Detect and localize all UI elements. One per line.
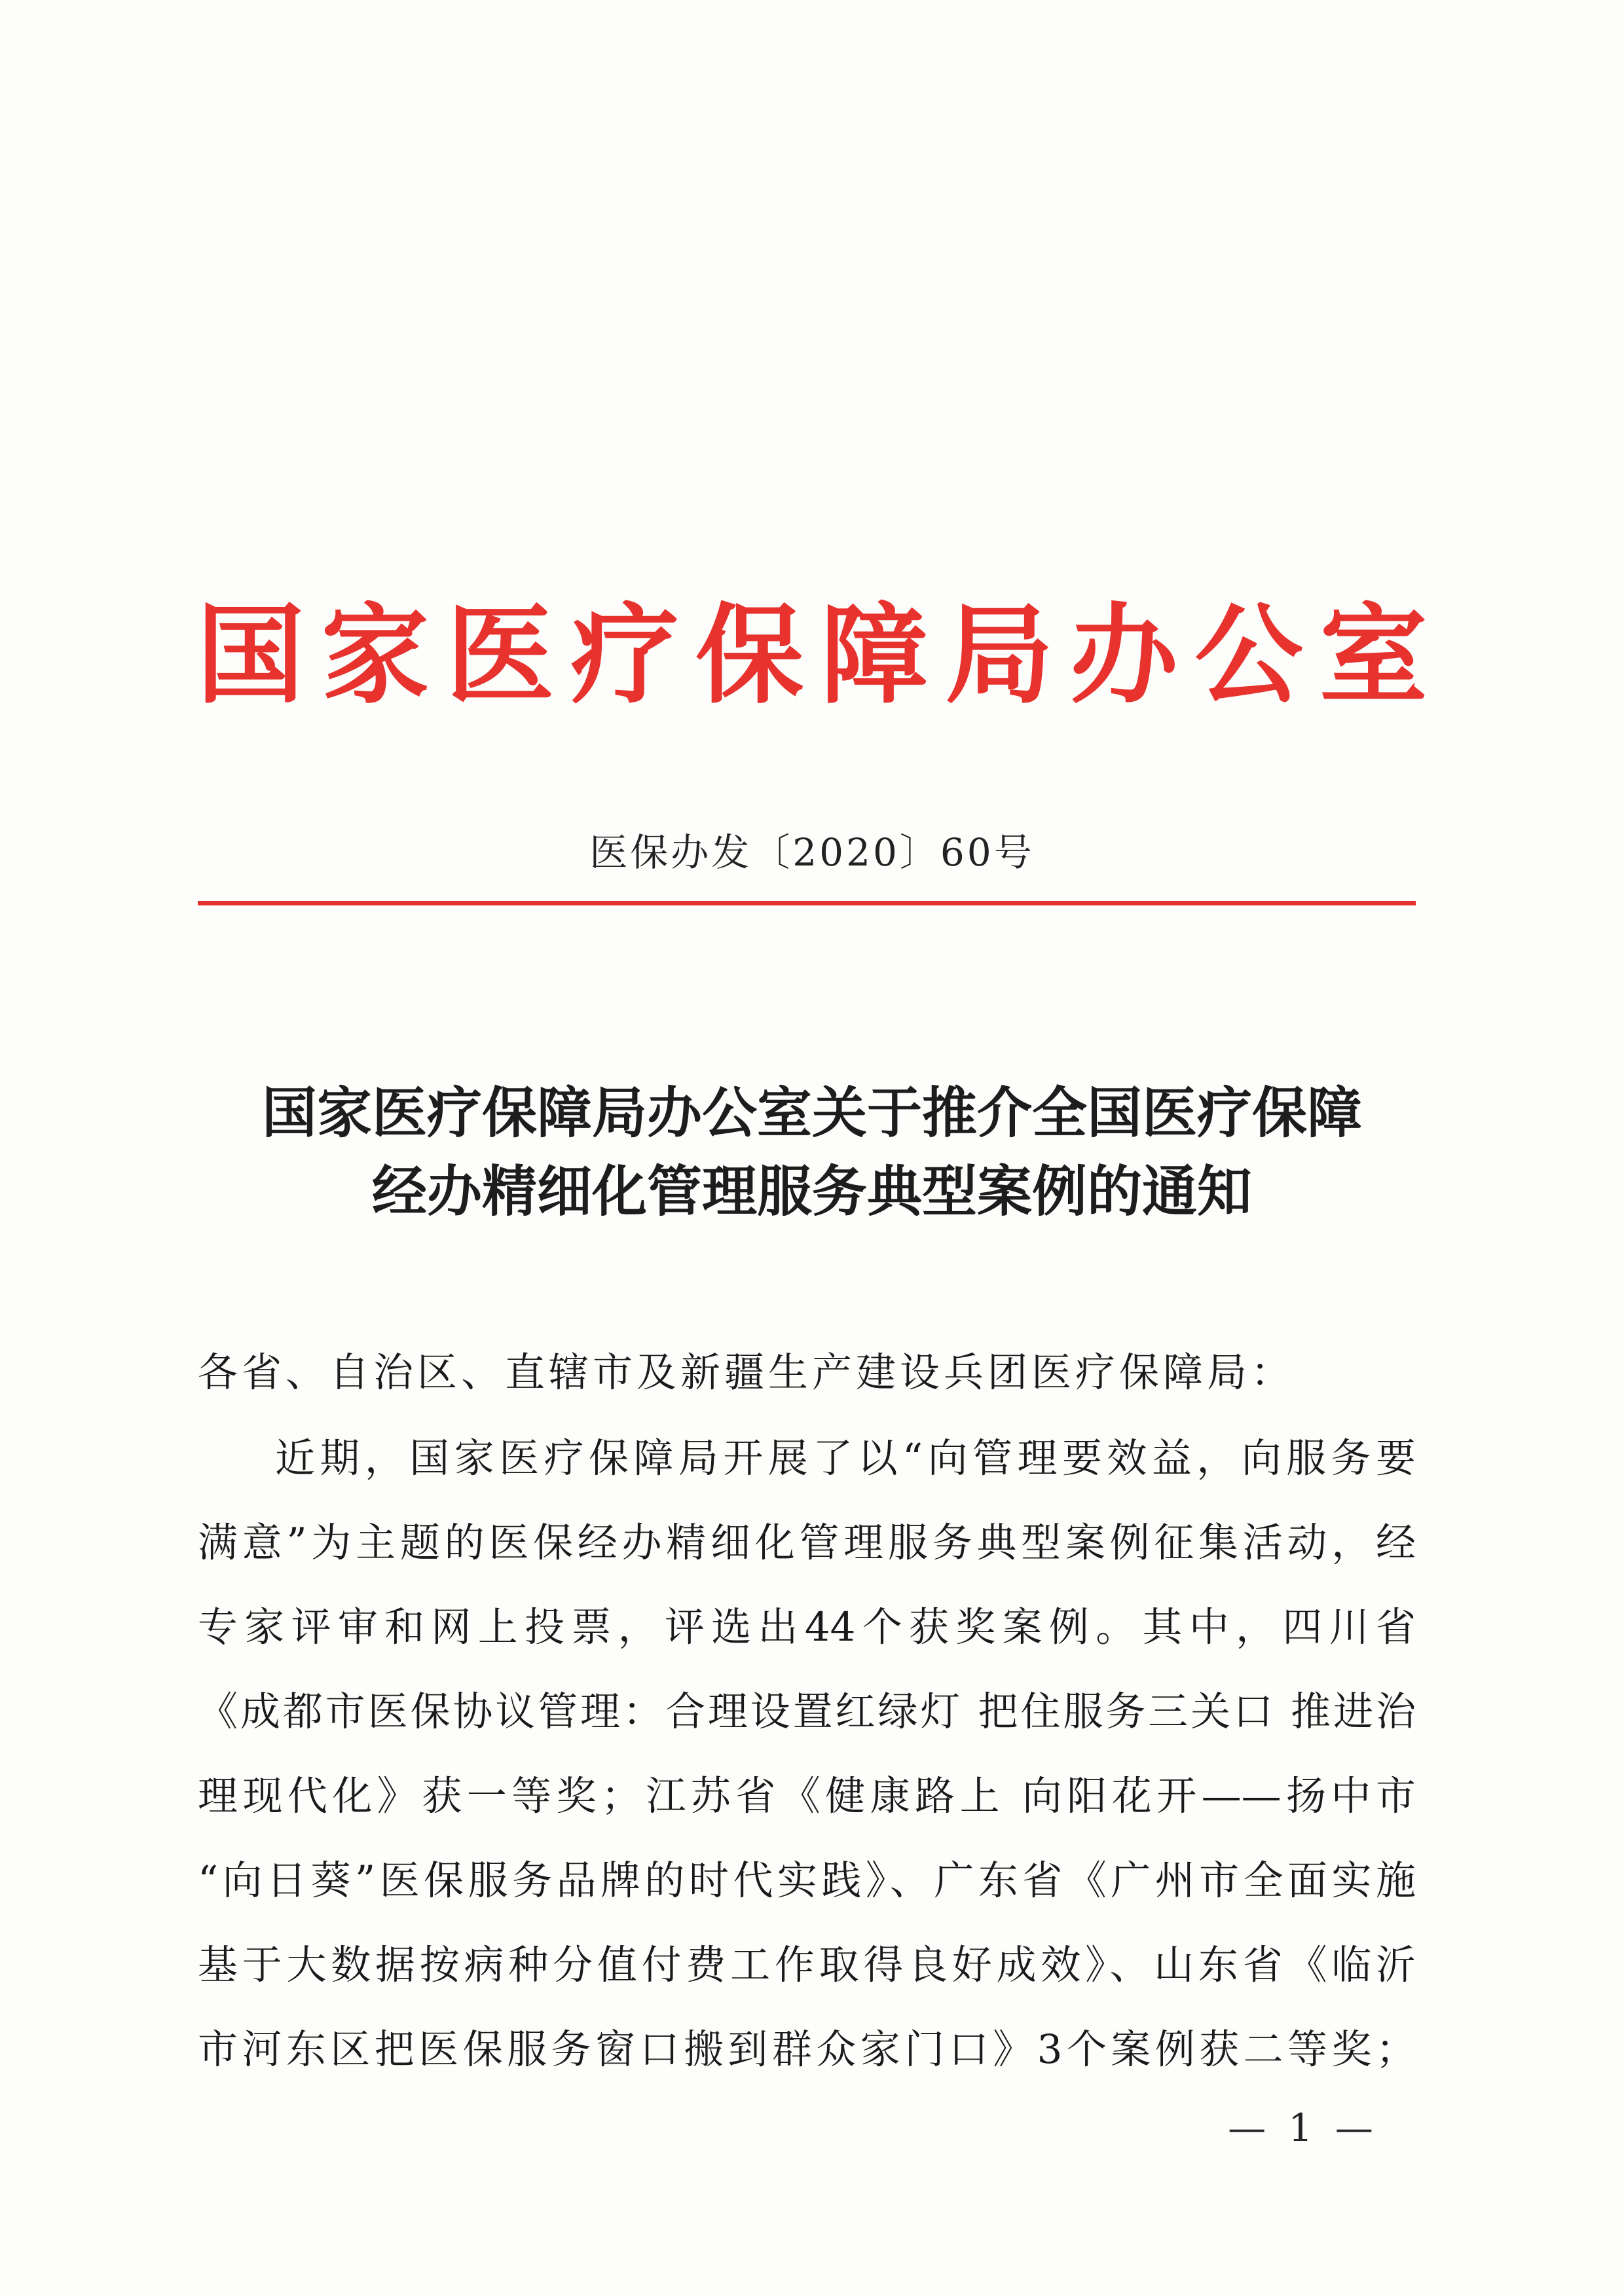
masthead-char: 室 — [1319, 591, 1428, 718]
masthead-char: 医 — [446, 591, 555, 718]
document-number: 医保办发〔2020〕60号 — [589, 830, 1035, 875]
masthead-char: 障 — [820, 591, 929, 718]
masthead-char: 家 — [321, 591, 430, 718]
masthead-char: 办 — [1069, 591, 1178, 718]
title-line-1: 国家医疗保障局办公室关于推介全国医疗保障 — [261, 1081, 1362, 1145]
document-title — [196, 1074, 1428, 1231]
masthead-char: 疗 — [570, 591, 679, 718]
body-line: 基于大数据按病种分值付费工作取得良好成效》、山东省《临沂 — [198, 1942, 1416, 1988]
red-divider-line — [198, 901, 1416, 905]
body-line: 近期，国家医疗保障局开展了以“向管理要效益，向服务要 — [275, 1435, 1416, 1482]
body-line: 满意”为主题的医保经办精细化管理服务典型案例征集活动，经 — [198, 1520, 1416, 1566]
masthead — [196, 589, 1428, 720]
body-line: 《成都市医保协议管理：合理设置红绿灯 把住服务三关口 推进治 — [198, 1688, 1416, 1735]
body-line: 专家评审和网上投票，评选出44个获奖案例。其中，四川省 — [198, 1604, 1416, 1650]
title-line-2: 经办精细化管理服务典型案例的通知 — [371, 1159, 1252, 1224]
masthead-char: 公 — [1194, 591, 1303, 718]
body-line: 理现代化》获一等奖；江苏省《健康路上 向阳花开——扬中市 — [198, 1773, 1416, 1819]
masthead-char: 国 — [196, 591, 304, 718]
addressee: 各省、自治区、直辖市及新疆生产建设兵团医疗保障局： — [198, 1349, 1295, 1396]
page-number: — 1 — — [1228, 2105, 1378, 2150]
body-line: “向日葵”医保服务品牌的时代实践》、广东省《广州市全面实施 — [198, 1857, 1416, 1904]
body-paragraph — [198, 1429, 1416, 2105]
masthead-char: 保 — [695, 591, 804, 718]
masthead-char: 局 — [945, 591, 1054, 718]
body-line: 市河东区把医保服务窗口搬到群众家门口》3个案例获二等奖； — [198, 2026, 1416, 2073]
